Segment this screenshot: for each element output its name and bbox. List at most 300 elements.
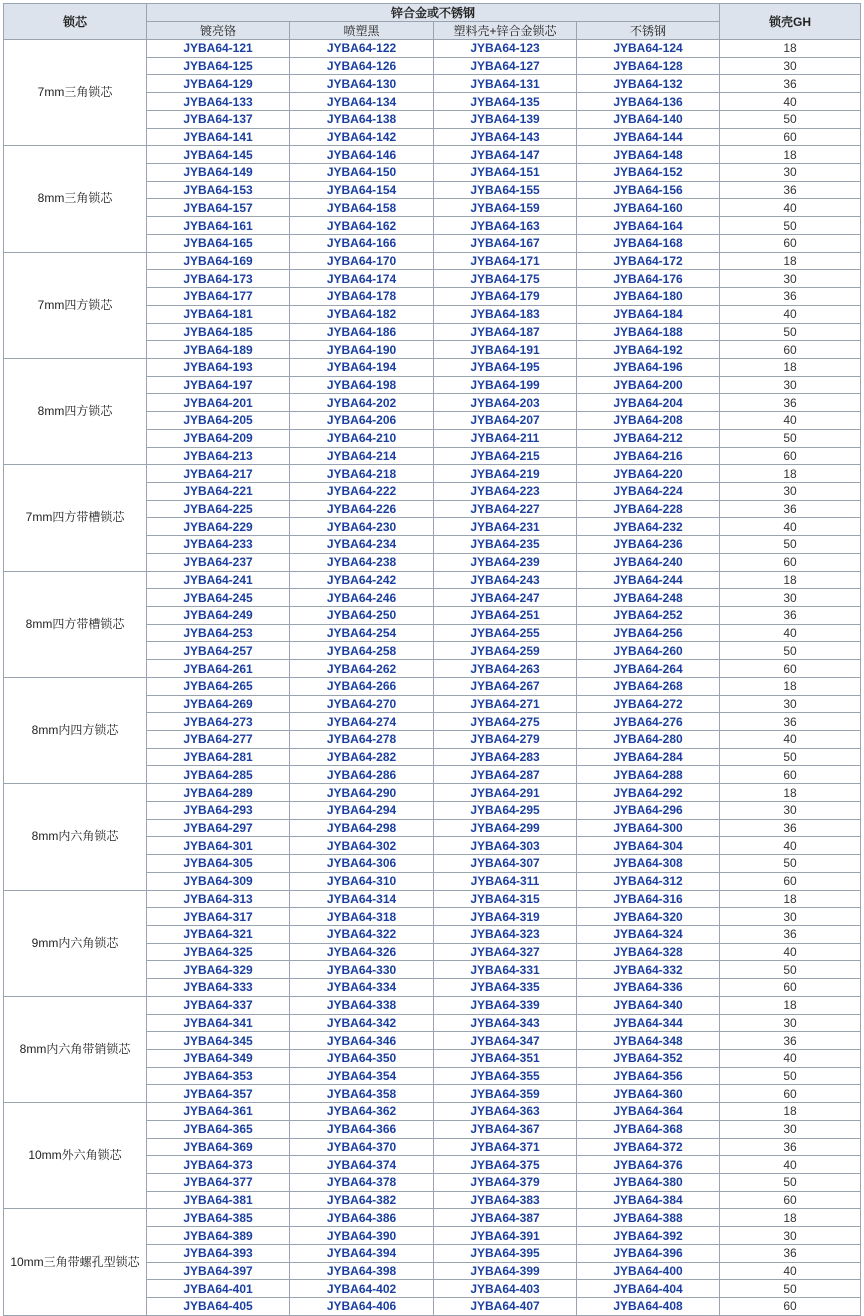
part-code-cell: JYBA64-133 [147,93,290,111]
part-code-cell: JYBA64-273 [147,713,290,731]
part-code-cell: JYBA64-237 [147,553,290,571]
part-code-cell: JYBA64-393 [147,1244,290,1262]
gh-cell: 50 [720,429,861,447]
part-code-cell: JYBA64-209 [147,429,290,447]
part-code-cell: JYBA64-141 [147,128,290,146]
gh-cell: 40 [720,518,861,536]
gh-cell: 18 [720,40,861,58]
gh-cell: 36 [720,713,861,731]
part-code-cell: JYBA64-347 [434,1032,577,1050]
table-row [4,358,861,376]
part-code-cell: JYBA64-246 [290,589,434,607]
part-code-cell: JYBA64-356 [577,1067,720,1085]
part-code-cell: JYBA64-289 [147,784,290,802]
part-code-cell: JYBA64-392 [577,1227,720,1245]
part-code-cell: JYBA64-151 [434,164,577,182]
part-code-cell: JYBA64-405 [147,1298,290,1316]
part-code-cell: JYBA64-196 [577,358,720,376]
part-code-cell: JYBA64-260 [577,642,720,660]
part-code-cell: JYBA64-236 [577,536,720,554]
lock-core-cell: 7mm四方锁芯 [4,252,147,358]
gh-cell: 36 [720,75,861,93]
part-code-cell: JYBA64-267 [434,677,577,695]
gh-cell: 40 [720,731,861,749]
part-code-cell: JYBA64-187 [434,323,577,341]
header-stainless: 不锈钢 [577,22,720,40]
part-code-cell: JYBA64-131 [434,75,577,93]
lock-core-cell: 8mm内四方锁芯 [4,677,147,783]
lock-core-cell: 8mm四方带槽锁芯 [4,571,147,677]
part-code-cell: JYBA64-163 [434,217,577,235]
part-code-cell: JYBA64-381 [147,1191,290,1209]
part-code-cell: JYBA64-179 [434,288,577,306]
gh-cell: 18 [720,1103,861,1121]
part-code-cell: JYBA64-318 [290,908,434,926]
gh-cell: 50 [720,642,861,660]
part-code-cell: JYBA64-252 [577,607,720,625]
part-code-cell: JYBA64-365 [147,1120,290,1138]
gh-cell: 60 [720,660,861,678]
part-code-cell: JYBA64-245 [147,589,290,607]
part-code-cell: JYBA64-271 [434,695,577,713]
part-code-cell: JYBA64-382 [290,1191,434,1209]
part-code-cell: JYBA64-329 [147,961,290,979]
part-code-cell: JYBA64-325 [147,943,290,961]
part-code-cell: JYBA64-167 [434,234,577,252]
part-code-cell: JYBA64-244 [577,571,720,589]
part-code-cell: JYBA64-391 [434,1227,577,1245]
gh-cell: 18 [720,784,861,802]
part-code-cell: JYBA64-238 [290,553,434,571]
part-code-cell: JYBA64-184 [577,305,720,323]
part-code-cell: JYBA64-406 [290,1298,434,1316]
gh-cell: 40 [720,199,861,217]
part-code-cell: JYBA64-363 [434,1103,577,1121]
table-row [4,465,861,483]
part-code-cell: JYBA64-199 [434,376,577,394]
part-code-cell: JYBA64-222 [290,482,434,500]
header-gh: 锁壳GH [720,4,861,40]
part-code-cell: JYBA64-335 [434,979,577,997]
part-code-cell: JYBA64-248 [577,589,720,607]
part-code-cell: JYBA64-292 [577,784,720,802]
part-code-cell: JYBA64-397 [147,1262,290,1280]
part-code-cell: JYBA64-297 [147,819,290,837]
part-code-cell: JYBA64-395 [434,1244,577,1262]
part-code-cell: JYBA64-389 [147,1227,290,1245]
part-code-cell: JYBA64-189 [147,341,290,359]
part-code-cell: JYBA64-348 [577,1032,720,1050]
part-code-cell: JYBA64-326 [290,943,434,961]
part-code-cell: JYBA64-183 [434,305,577,323]
gh-cell: 50 [720,1174,861,1192]
part-code-cell: JYBA64-170 [290,252,434,270]
gh-cell: 30 [720,482,861,500]
gh-cell: 40 [720,943,861,961]
lock-core-cell: 9mm内六角锁芯 [4,890,147,996]
header-plastic-zinc: 塑料壳+锌合金锁芯 [434,22,577,40]
part-code-cell: JYBA64-174 [290,270,434,288]
part-code-cell: JYBA64-340 [577,996,720,1014]
part-code-cell: JYBA64-349 [147,1049,290,1067]
part-code-cell: JYBA64-294 [290,801,434,819]
part-code-cell: JYBA64-169 [147,252,290,270]
part-code-cell: JYBA64-331 [434,961,577,979]
part-code-cell: JYBA64-161 [147,217,290,235]
table-row [4,1209,861,1227]
part-code-cell: JYBA64-277 [147,731,290,749]
part-code-cell: JYBA64-197 [147,376,290,394]
part-code-cell: JYBA64-288 [577,766,720,784]
part-code-cell: JYBA64-149 [147,164,290,182]
part-code-cell: JYBA64-352 [577,1049,720,1067]
gh-cell: 36 [720,181,861,199]
part-code-cell: JYBA64-270 [290,695,434,713]
part-code-cell: JYBA64-144 [577,128,720,146]
part-code-cell: JYBA64-168 [577,234,720,252]
part-code-cell: JYBA64-255 [434,624,577,642]
part-code-cell: JYBA64-228 [577,500,720,518]
part-code-cell: JYBA64-190 [290,341,434,359]
part-code-cell: JYBA64-162 [290,217,434,235]
gh-cell: 50 [720,961,861,979]
part-code-cell: JYBA64-339 [434,996,577,1014]
gh-cell: 30 [720,376,861,394]
gh-cell: 30 [720,57,861,75]
part-code-cell: JYBA64-276 [577,713,720,731]
part-code-cell: JYBA64-307 [434,855,577,873]
part-code-cell: JYBA64-361 [147,1103,290,1121]
table-row [4,784,861,802]
part-code-cell: JYBA64-145 [147,146,290,164]
part-code-cell: JYBA64-193 [147,358,290,376]
part-code-cell: JYBA64-164 [577,217,720,235]
part-code-cell: JYBA64-399 [434,1262,577,1280]
gh-cell: 60 [720,1191,861,1209]
part-code-cell: JYBA64-359 [434,1085,577,1103]
part-code-cell: JYBA64-336 [577,979,720,997]
part-code-cell: JYBA64-372 [577,1138,720,1156]
part-code-cell: JYBA64-158 [290,199,434,217]
gh-cell: 30 [720,1227,861,1245]
part-code-cell: JYBA64-259 [434,642,577,660]
header-chrome: 镀亮铬 [147,22,290,40]
gh-cell: 18 [720,1209,861,1227]
gh-cell: 36 [720,607,861,625]
part-code-cell: JYBA64-316 [577,890,720,908]
gh-cell: 30 [720,695,861,713]
gh-cell: 30 [720,908,861,926]
part-code-cell: JYBA64-398 [290,1262,434,1280]
table-row [4,996,861,1014]
gh-cell: 18 [720,146,861,164]
part-code-cell: JYBA64-268 [577,677,720,695]
part-code-cell: JYBA64-258 [290,642,434,660]
part-code-cell: JYBA64-375 [434,1156,577,1174]
part-code-cell: JYBA64-204 [577,394,720,412]
gh-cell: 40 [720,1049,861,1067]
gh-cell: 60 [720,979,861,997]
part-code-cell: JYBA64-147 [434,146,577,164]
table-row [4,40,861,58]
part-code-cell: JYBA64-232 [577,518,720,536]
part-code-cell: JYBA64-383 [434,1191,577,1209]
gh-cell: 60 [720,1298,861,1316]
part-code-cell: JYBA64-175 [434,270,577,288]
part-code-cell: JYBA64-377 [147,1174,290,1192]
part-code-cell: JYBA64-378 [290,1174,434,1192]
part-code-cell: JYBA64-221 [147,482,290,500]
part-code-cell: JYBA64-126 [290,57,434,75]
part-code-cell: JYBA64-229 [147,518,290,536]
part-code-cell: JYBA64-165 [147,234,290,252]
part-code-cell: JYBA64-139 [434,110,577,128]
part-code-cell: JYBA64-265 [147,677,290,695]
part-code-cell: JYBA64-322 [290,925,434,943]
part-code-cell: JYBA64-308 [577,855,720,873]
part-code-cell: JYBA64-261 [147,660,290,678]
part-code-cell: JYBA64-293 [147,801,290,819]
gh-cell: 18 [720,677,861,695]
part-code-cell: JYBA64-185 [147,323,290,341]
table-row [4,1103,861,1121]
part-code-cell: JYBA64-160 [577,199,720,217]
part-code-cell: JYBA64-345 [147,1032,290,1050]
part-code-cell: JYBA64-323 [434,925,577,943]
part-code-cell: JYBA64-181 [147,305,290,323]
part-code-cell: JYBA64-224 [577,482,720,500]
gh-cell: 40 [720,93,861,111]
part-code-cell: JYBA64-408 [577,1298,720,1316]
part-code-cell: JYBA64-223 [434,482,577,500]
part-code-cell: JYBA64-205 [147,412,290,430]
part-code-cell: JYBA64-191 [434,341,577,359]
gh-cell: 60 [720,447,861,465]
part-code-cell: JYBA64-279 [434,731,577,749]
part-code-cell: JYBA64-148 [577,146,720,164]
gh-cell: 40 [720,1156,861,1174]
gh-cell: 30 [720,589,861,607]
lock-core-cell: 8mm内六角带销锁芯 [4,996,147,1102]
gh-cell: 36 [720,1244,861,1262]
part-code-cell: JYBA64-257 [147,642,290,660]
part-code-cell: JYBA64-135 [434,93,577,111]
part-code-cell: JYBA64-173 [147,270,290,288]
part-code-cell: JYBA64-328 [577,943,720,961]
part-code-cell: JYBA64-319 [434,908,577,926]
part-code-cell: JYBA64-152 [577,164,720,182]
part-code-cell: JYBA64-394 [290,1244,434,1262]
part-code-cell: JYBA64-234 [290,536,434,554]
gh-cell: 30 [720,270,861,288]
part-code-cell: JYBA64-350 [290,1049,434,1067]
part-code-cell: JYBA64-402 [290,1280,434,1298]
gh-cell: 18 [720,571,861,589]
gh-cell: 18 [720,890,861,908]
gh-cell: 36 [720,394,861,412]
gh-cell: 18 [720,252,861,270]
table-row [4,890,861,908]
part-code-cell: JYBA64-290 [290,784,434,802]
part-code-cell: JYBA64-368 [577,1120,720,1138]
part-code-cell: JYBA64-230 [290,518,434,536]
part-code-cell: JYBA64-220 [577,465,720,483]
part-code-cell: JYBA64-305 [147,855,290,873]
part-code-cell: JYBA64-301 [147,837,290,855]
part-code-cell: JYBA64-312 [577,872,720,890]
gh-cell: 40 [720,1262,861,1280]
part-code-cell: JYBA64-227 [434,500,577,518]
part-code-cell: JYBA64-121 [147,40,290,58]
gh-cell: 50 [720,110,861,128]
part-code-cell: JYBA64-355 [434,1067,577,1085]
gh-cell: 60 [720,766,861,784]
part-code-cell: JYBA64-214 [290,447,434,465]
lock-core-cell: 10mm外六角锁芯 [4,1103,147,1209]
table-row [4,571,861,589]
part-code-cell: JYBA64-371 [434,1138,577,1156]
part-code-cell: JYBA64-210 [290,429,434,447]
part-code-cell: JYBA64-310 [290,872,434,890]
part-code-cell: JYBA64-150 [290,164,434,182]
part-code-cell: JYBA64-178 [290,288,434,306]
gh-cell: 18 [720,358,861,376]
part-code-cell: JYBA64-298 [290,819,434,837]
gh-cell: 40 [720,624,861,642]
part-code-cell: JYBA64-198 [290,376,434,394]
part-code-cell: JYBA64-358 [290,1085,434,1103]
part-code-cell: JYBA64-360 [577,1085,720,1103]
part-code-cell: JYBA64-172 [577,252,720,270]
part-code-cell: JYBA64-302 [290,837,434,855]
part-code-cell: JYBA64-291 [434,784,577,802]
part-code-cell: JYBA64-249 [147,607,290,625]
part-code-cell: JYBA64-314 [290,890,434,908]
part-code-cell: JYBA64-239 [434,553,577,571]
lock-core-cell: 8mm内六角锁芯 [4,784,147,890]
part-code-cell: JYBA64-284 [577,748,720,766]
gh-cell: 60 [720,553,861,571]
part-code-cell: JYBA64-379 [434,1174,577,1192]
part-code-cell: JYBA64-269 [147,695,290,713]
part-code-cell: JYBA64-146 [290,146,434,164]
part-code-cell: JYBA64-194 [290,358,434,376]
lock-core-cell: 7mm三角锁芯 [4,40,147,146]
part-code-cell: JYBA64-364 [577,1103,720,1121]
part-code-cell: JYBA64-303 [434,837,577,855]
part-code-cell: JYBA64-132 [577,75,720,93]
gh-cell: 40 [720,837,861,855]
part-code-cell: JYBA64-256 [577,624,720,642]
part-code-cell: JYBA64-124 [577,40,720,58]
part-code-cell: JYBA64-264 [577,660,720,678]
part-code-cell: JYBA64-159 [434,199,577,217]
part-code-cell: JYBA64-380 [577,1174,720,1192]
part-code-cell: JYBA64-186 [290,323,434,341]
part-code-cell: JYBA64-401 [147,1280,290,1298]
part-code-cell: JYBA64-370 [290,1138,434,1156]
gh-cell: 60 [720,128,861,146]
part-code-cell: JYBA64-243 [434,571,577,589]
gh-cell: 30 [720,1014,861,1032]
part-code-cell: JYBA64-129 [147,75,290,93]
part-code-cell: JYBA64-182 [290,305,434,323]
part-code-cell: JYBA64-212 [577,429,720,447]
part-code-cell: JYBA64-385 [147,1209,290,1227]
gh-cell: 50 [720,217,861,235]
gh-cell: 36 [720,500,861,518]
gh-cell: 36 [720,1138,861,1156]
gh-cell: 60 [720,872,861,890]
part-code-cell: JYBA64-403 [434,1280,577,1298]
spec-table [3,3,861,1316]
part-code-cell: JYBA64-263 [434,660,577,678]
part-code-cell: JYBA64-156 [577,181,720,199]
part-code-cell: JYBA64-177 [147,288,290,306]
gh-cell: 50 [720,536,861,554]
part-code-cell: JYBA64-376 [577,1156,720,1174]
part-code-cell: JYBA64-128 [577,57,720,75]
part-code-cell: JYBA64-317 [147,908,290,926]
part-code-cell: JYBA64-354 [290,1067,434,1085]
part-code-cell: JYBA64-362 [290,1103,434,1121]
part-code-cell: JYBA64-341 [147,1014,290,1032]
part-code-cell: JYBA64-283 [434,748,577,766]
part-code-cell: JYBA64-366 [290,1120,434,1138]
part-code-cell: JYBA64-295 [434,801,577,819]
part-code-cell: JYBA64-180 [577,288,720,306]
part-code-cell: JYBA64-218 [290,465,434,483]
table-row [4,146,861,164]
part-code-cell: JYBA64-342 [290,1014,434,1032]
part-code-cell: JYBA64-407 [434,1298,577,1316]
part-code-cell: JYBA64-280 [577,731,720,749]
part-code-cell: JYBA64-338 [290,996,434,1014]
part-code-cell: JYBA64-357 [147,1085,290,1103]
part-code-cell: JYBA64-130 [290,75,434,93]
gh-cell: 30 [720,1120,861,1138]
part-code-cell: JYBA64-217 [147,465,290,483]
part-code-cell: JYBA64-195 [434,358,577,376]
part-code-cell: JYBA64-324 [577,925,720,943]
part-code-cell: JYBA64-266 [290,677,434,695]
gh-cell: 36 [720,288,861,306]
part-code-cell: JYBA64-251 [434,607,577,625]
gh-cell: 60 [720,234,861,252]
part-code-cell: JYBA64-157 [147,199,290,217]
header-core: 锁芯 [4,4,147,40]
part-code-cell: JYBA64-254 [290,624,434,642]
part-code-cell: JYBA64-123 [434,40,577,58]
part-code-cell: JYBA64-171 [434,252,577,270]
part-code-cell: JYBA64-351 [434,1049,577,1067]
gh-cell: 30 [720,164,861,182]
gh-cell: 18 [720,996,861,1014]
part-code-cell: JYBA64-213 [147,447,290,465]
part-code-cell: JYBA64-400 [577,1262,720,1280]
part-code-cell: JYBA64-286 [290,766,434,784]
gh-cell: 60 [720,1085,861,1103]
part-code-cell: JYBA64-140 [577,110,720,128]
part-code-cell: JYBA64-306 [290,855,434,873]
part-code-cell: JYBA64-367 [434,1120,577,1138]
part-code-cell: JYBA64-300 [577,819,720,837]
part-code-cell: JYBA64-262 [290,660,434,678]
gh-cell: 36 [720,1032,861,1050]
part-code-cell: JYBA64-166 [290,234,434,252]
gh-cell: 36 [720,819,861,837]
part-code-cell: JYBA64-142 [290,128,434,146]
